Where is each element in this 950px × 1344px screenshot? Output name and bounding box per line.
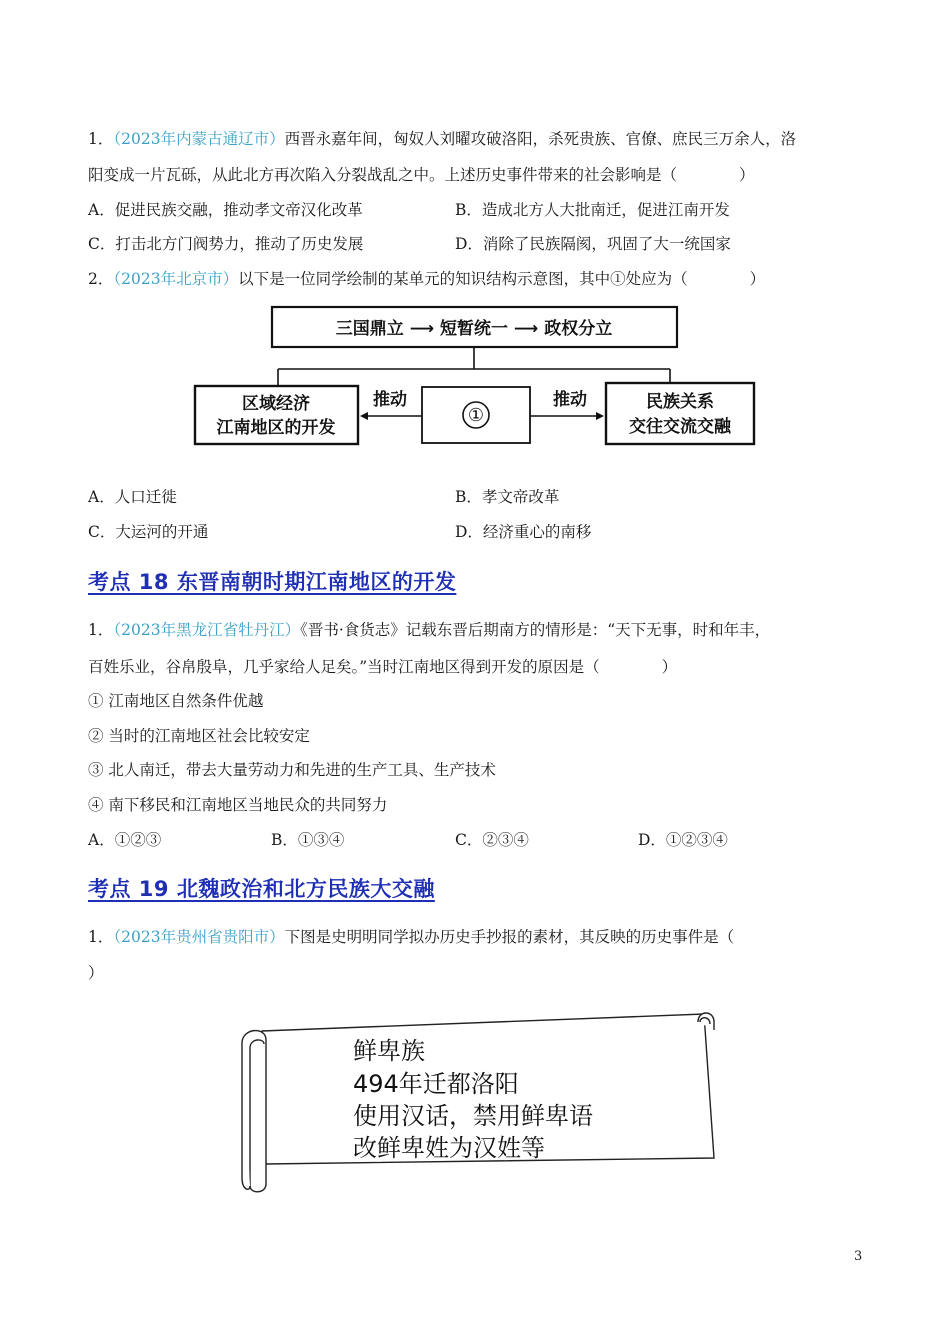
scroll-line-4: 改鲜卑姓为汉姓等 [353, 1134, 545, 1162]
knowledge-structure-diagram [190, 302, 765, 450]
q4-source: （2023年贵州省贵阳市） [113, 928, 285, 946]
q2-source: （2023年北京市） [113, 270, 239, 288]
q3-option-b: B．①③④ [271, 831, 345, 849]
diagram-center-text: ① [467, 405, 485, 426]
q3-statement-1: ① 江南地区自然条件优越 [88, 692, 264, 710]
q4-line-1: 1．（2023年贵州省贵阳市）下图是史明明同学拟办历史手抄报的素材，其反映的历史事件是（ [88, 928, 735, 946]
q3-source: （2023年黑龙江省牡丹江） [113, 621, 301, 639]
q1-option-c: C．打击北方门阀势力，推动了历史发展 [88, 235, 364, 253]
q2-option-c: C．大运河的开通 [88, 523, 209, 541]
q4-line-2: ） [88, 964, 104, 982]
q3-statement-3: ③ 北人南迁，带去大量劳动力和先进的生产工具、生产技术 [88, 761, 496, 779]
scroll-line-3: 使用汉话，禁用鲜卑语 [353, 1102, 593, 1130]
scroll-illustration [238, 1008, 720, 1194]
section-19-title: 考点 19 北魏政治和北方民族大交融 [88, 877, 435, 901]
scroll-line-2: 494年迁都洛阳 [353, 1070, 519, 1098]
diagram-arrow-right-label: 推动 [553, 390, 587, 410]
diagram-right-line-1: 民族关系 [646, 392, 714, 412]
q3-line-1: 1．（2023年黑龙江省牡丹江）《晋书·食货志》记载东晋后期南方的情形是：“天下无事，时和年丰， [88, 621, 771, 639]
q3-statement-4: ④ 南下移民和江南地区当地民众的共同努力 [88, 796, 388, 814]
q2-option-b: B．孝文帝改革 [455, 488, 560, 506]
q1-line-2: 阳变成一片瓦砾，从此北方再次陷入分裂战乱之中。上述历史事件带来的社会影响是（ ） [88, 166, 755, 184]
scroll-line-1: 鲜卑族 [353, 1037, 425, 1065]
q2-option-a: A．人口迁徙 [88, 488, 177, 506]
q3-option-d: D．①②③④ [638, 831, 728, 849]
q3-option-a: A．①②③ [88, 831, 162, 849]
q1-line-1: 1．（2023年内蒙古通辽市）西晋永嘉年间，匈奴人刘曜攻破洛阳，杀死贵族、官僚、庶民三万余人，洛 [88, 130, 797, 148]
q3-option-c: C．②③④ [455, 831, 529, 849]
diagram-left-line-2: 江南地区的开发 [216, 418, 336, 438]
q1-option-a: A．促进民族交融，推动孝文帝汉化改革 [88, 201, 363, 219]
page-number: 3 [854, 1249, 863, 1264]
diagram-top-text: 三国鼎立 ⟶ 短暂统一 ⟶ 政权分立 [335, 319, 613, 339]
q1-source: （2023年内蒙古通辽市） [113, 130, 285, 148]
diagram-left-line-1: 区域经济 [242, 394, 310, 414]
q3-statement-2: ② 当时的江南地区社会比较安定 [88, 727, 310, 745]
q3-line-2: 百姓乐业，谷帛殷阜，几乎家给人足矣。”当时江南地区得到开发的原因是（ ） [88, 658, 678, 676]
diagram-arrow-left-label: 推动 [373, 390, 407, 410]
q1-option-d: D．消除了民族隔阂，巩固了大一统国家 [455, 235, 731, 253]
section-18-title: 考点 18 东晋南朝时期江南地区的开发 [88, 570, 457, 594]
diagram-right-line-2: 交往交流交融 [629, 417, 731, 437]
q2-option-d: D．经济重心的南移 [455, 523, 592, 541]
q1-option-b: B．造成北方人大批南迁，促进江南开发 [455, 201, 730, 219]
q2-line-1: 2．（2023年北京市）以下是一位同学绘制的某单元的知识结构示意图，其中①处应为（ ） [88, 270, 766, 288]
